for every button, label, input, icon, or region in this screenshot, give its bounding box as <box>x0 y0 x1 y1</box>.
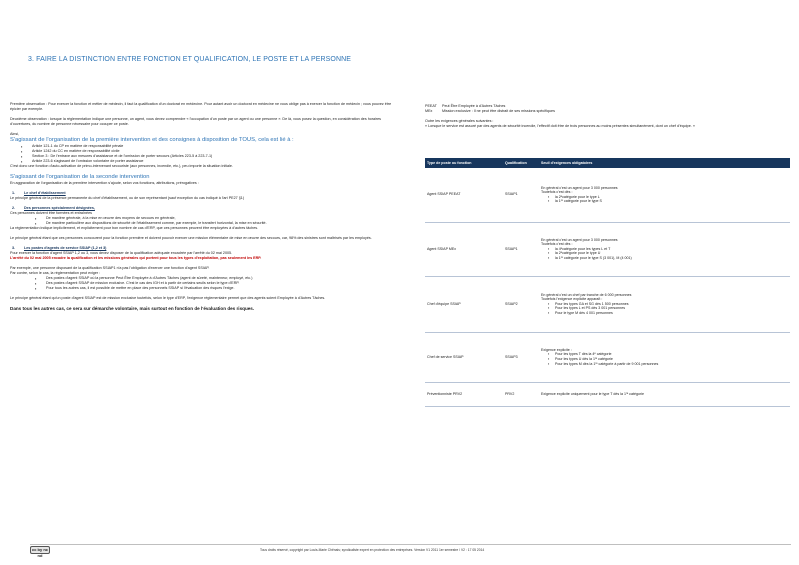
item2-after: La réglementation indique implicitement, et explicitement pour bon nombre de cas d'ERP, que ces personnes peuvent être employées à d'autres tâches. <box>10 226 259 230</box>
threshold-list <box>555 195 788 204</box>
item1-text: Le principe général de la présence permanente du chef d'établissement, ou de son représentant (sauf exception du cas indiqué à l'art PE27 §1) <box>10 196 245 200</box>
cell-threshold <box>539 168 790 222</box>
cell-poste: Chef de service SSIAP <box>425 332 503 382</box>
footer-divider <box>30 544 791 545</box>
threshold-line: Toutefois c'est dès : <box>541 242 573 247</box>
table-row <box>425 222 790 276</box>
abbr-key: MEx <box>425 109 433 113</box>
item1-title: Le chef d'établissement <box>24 191 66 195</box>
list-item: ▪ Article 121-1 du CP en matière de responsabilité pénale <box>32 144 394 149</box>
item2-after2: Le principe général étant que ces personnes concourent pour la fonction première et doivent pouvoir exercer une mission élémentaire de mise en œuvre des secours, car, 98% des sinistres sont maîtrisés par les employés. <box>10 236 372 240</box>
threshold-list <box>555 247 788 261</box>
list-item: ▪ la 4ᵉcatégorie pour les types L et T <box>555 247 788 252</box>
section1-heading: S'agissant de l'organisation de la première intervention et des consignes à disposition de TOUS, cela est lié à : <box>10 137 294 143</box>
column-header: Qualification <box>503 158 539 168</box>
item3-text: Pour exercer la fonction d'agent SSIAP 1,2 ou 3, vous devez disposer de la qualification adéquate encadrée par l'arrêté du 02 mai 2005. <box>10 251 233 255</box>
cell-qualification: SSIAP1 <box>503 222 539 276</box>
item3-list <box>46 276 394 291</box>
cell-poste: Chef d'équipe SSIAP <box>425 276 503 332</box>
threshold-list <box>555 302 788 316</box>
page-title: 3. FAIRE LA DISTINCTION ENTRE FONCTION ET QUALIFICATION, LE POSTE ET LA PERSONNE <box>28 56 352 63</box>
list-item: ▪ la 2ᵉcatégorie pour le type U <box>555 251 788 256</box>
threshold-line: En général c'est un agent pour 3 000 personnes <box>541 237 618 242</box>
closing-statement: Dans tous les autres cas, ce sera sur démarche volontaire, mais surtout en fonction de l'évaluation des risques. <box>10 306 255 311</box>
list-item: ▪ Pour les types GA et SG dès 1 500 personnes <box>555 302 788 307</box>
table-row <box>425 382 790 406</box>
requirements-table <box>425 158 790 407</box>
table-header-row <box>425 158 790 168</box>
cell-threshold <box>539 332 790 382</box>
item2-number: 2. <box>12 206 16 210</box>
abbr-value: Peut Être Employée à d'Autres Tâches <box>442 104 506 108</box>
item2-text: Ces personnes doivent être formées et entraînées <box>10 211 92 215</box>
list-item: ▪ Pour tous les autres cas, il est possible de mettre en place des personnels SSIAP si l'évaluation des risques l'exige. <box>46 286 394 291</box>
item3-after: Le principe général étant qu'un poste d'agent SSIAP est de mission exclusive toutefois, selon le type d'ERP, l'exigence réglementaire permet que des agents soient Employée à d'Autres Tâches. <box>10 296 326 300</box>
threshold-line: Toutefois l'exigence explicite apparaît : <box>541 297 603 302</box>
list-item: ▪ la 1ʳᵉ catégorie pour le type S (3 001), M (4 001) <box>555 256 788 261</box>
item2-title: Des personnes spécialement désignées, <box>24 206 95 210</box>
item3-red-text: L'arrêté du 02 mai 2005 encadre la qualification et les missions générales qui portent pour tous les types d'exploitation, pas seulement les ERP. <box>10 256 262 260</box>
column-header: Type de poste ou fonction <box>425 158 503 168</box>
quote: « Lorsque le service est assuré par des agents de sécurité incendie, l'effectif doit être de trois personnes au moins présentes simultanément, dont un chef d'équipe. » <box>425 124 695 128</box>
item3-example: Par exemple, une personne disposant de la qualification SSIAP1 n'a pas l'obligation d'exercer une fonction d'agent SSIAP. <box>10 266 210 270</box>
list-item: ▪ De manière générale, à la mise en œuvre des moyens de secours en générale, <box>46 216 394 221</box>
item3-number: 3. <box>12 246 16 250</box>
cell-threshold <box>539 222 790 276</box>
list-item: ▪ Pour les types M dès la 1ʳᵉ catégorie à partir de 9 001 personnes <box>555 362 788 367</box>
list-item: ▪ Pour le type M dès 4 001 personnes <box>555 311 788 316</box>
section2-heading: S'agissant de l'organisation de la seconde intervention <box>10 174 150 180</box>
cell-threshold <box>539 276 790 332</box>
item2-list <box>46 216 394 226</box>
abbr-value: Mission exclusive : Il ne peut être distrait de ses missions spécifiques <box>442 109 555 113</box>
table-row <box>425 168 790 222</box>
table-row <box>425 332 790 382</box>
cell-threshold <box>539 382 790 406</box>
list-item: ▪ De manière particulière aux dispositions de sécurité de l'établissement comme, par exemple, le transfert horizontal, la mise en sécurité. <box>46 221 394 226</box>
cell-qualification: SSIAP1 <box>503 168 539 222</box>
item3-example-2: Par contre, selon le cas, la réglementation peut exiger : <box>10 271 101 275</box>
list-item: ▪ Pour les types U dès la 1ʳᵉ catégorie <box>555 357 788 362</box>
section1-after: C'est donc une fonction d'auto-activation de primo-intervenant secouriste (aux personnes, incendie, etc.), peu importe la situation initiale. <box>10 164 233 168</box>
item3-title: Les postes d'agents de service SSIAP (1,2 et 3) <box>24 246 107 250</box>
column-header: Seuil d'exigences obligatoires <box>539 158 790 168</box>
second-observation: Deuxième observation : lorsque la réglementation indique une personne, un agent, vous devez comprendre « l'occupation d'un poste par un agent ou une personne ». De là, vous posez la question, en considération des horaires d'ouvertures, du nombre de personne nécessaire pour occuper ce poste. <box>10 117 382 126</box>
ainsi-text: Ainsi, <box>10 132 20 136</box>
threshold-line: En général c'est un agent pour 3 000 personnes <box>541 185 618 190</box>
cell-poste: Préventionniste PRV2 <box>425 382 503 406</box>
right-column <box>425 104 790 129</box>
cell-qualification: SSIAP3 <box>503 332 539 382</box>
list-item: ▪ la 1ʳᵉ catégorie pour le type S <box>555 199 788 204</box>
item1-number: 1. <box>12 191 16 195</box>
left-column <box>10 102 394 312</box>
threshold-line: Exigence explicite uniquement pour le type T dès la 1ʳᵉ catégorie <box>541 391 644 396</box>
cell-qualification: SSIAP2 <box>503 276 539 332</box>
list-item: ▪ Section 3 : De l'entrave aux mesures d'assistance et de l'omission de porter secours (Articles 223-5 à 223-7-1) <box>32 154 394 159</box>
threshold-list <box>555 352 788 366</box>
list-item: ▪ Pour les types T dès la 4ᵉ catégorie <box>555 352 788 357</box>
threshold-line: Toutefois c'est dès : <box>541 190 573 195</box>
abbr-key: PEEAT <box>425 104 437 108</box>
table-row <box>425 276 790 332</box>
first-observation: Première observation : Pour exercer la fonction et métier de médecin, il faut la qualification d'un doctorat en médecine. Pour autant avoir un doctorat en médecine ne vous oblige pas à exercer la fonction de médecin ; vous pouvez être épicier par exemple. <box>10 102 392 111</box>
footer-copyright: Tous droits réservé, copyright par Louis-Marie Chênais; syndicaliste expert en protection des entreprises. Version V1 2011 1er semestre / V2 : 17 05 2014 <box>260 548 485 552</box>
list-item: ▪ Des postes d'agent SSIAP de mission exclusive. C'est le cas des IGH et à partir de certains seuils selon le type d'ERP. <box>46 281 394 286</box>
threshold-line: En général c'est un chef par tranche de 6 000 personnes <box>541 292 632 297</box>
list-item: ▪ Article 223-6 s'agissant de l'omission volontaire de porter assistance <box>32 159 394 164</box>
cell-qualification: PRV2 <box>503 382 539 406</box>
cell-poste: Agent SSIAP PEEAT <box>425 168 503 222</box>
cc-license-badge: cc by nc nd <box>31 547 48 558</box>
list-item: ▪ la 2ᵉcatégorie pour le type L <box>555 195 788 200</box>
other-requirements: Outre les exigences générales suivantes : <box>425 119 494 123</box>
section1-list <box>32 144 394 164</box>
cell-poste: Agent SSIAP MEx <box>425 222 503 276</box>
section2-intro: En aggravation de l'organisation de la première intervention s'ajoute, selon vos fonctions, attributions, prérogatives : <box>10 181 199 185</box>
threshold-line: Exigence explicite : <box>541 347 572 352</box>
list-item: ▪ Pour les types L et PS dès 3 001 personnes <box>555 306 788 311</box>
list-item: ▪ Article 1242 du CC en matière de responsabilité civile <box>32 149 394 154</box>
list-item: ▪ Des postes d'agent SSIAP où la personne Peut Être Employée à d'Autres Tâches (agent de sûreté, mainteneur, employé, etc.) <box>46 276 394 281</box>
